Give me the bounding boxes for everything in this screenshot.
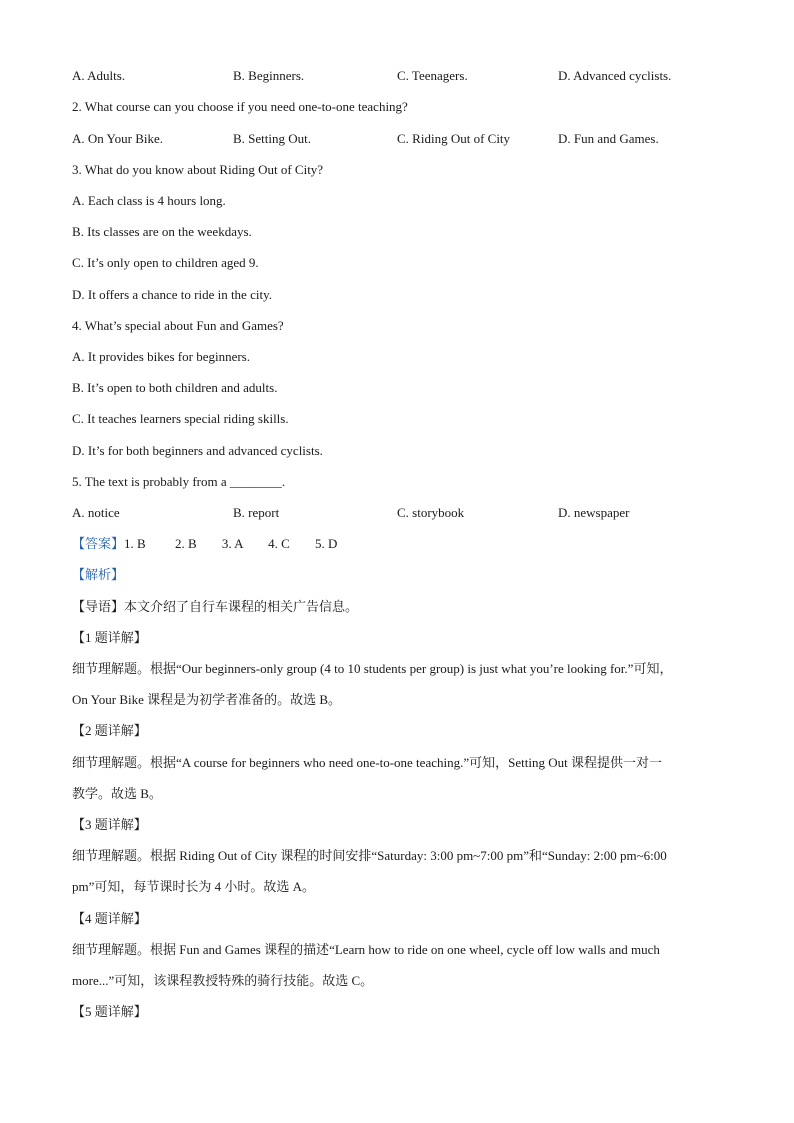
detail-4-heading: 【4 题详解】: [72, 911, 147, 926]
detail-2-line1: 细节理解题。根据“A course for beginners who need one-to-one teaching.”可知，Setting Out 课程提供一对一: [72, 755, 662, 770]
q4-option-c: C. It teaches learners special riding skills.: [72, 411, 289, 426]
detail-3-heading: 【3 题详解】: [72, 817, 147, 832]
q1-option-b: B. Beginners.: [233, 68, 305, 83]
detail-3-line2: pm”可知，每节课时长为 4 小时。故选 A。: [72, 879, 316, 894]
q2-option-a: A. On Your Bike.: [72, 131, 164, 146]
q3-option-b: B. Its classes are on the weekdays.: [72, 224, 252, 239]
q5-option-d: D. newspaper: [558, 505, 630, 520]
analysis-label: 【解析】: [72, 567, 125, 582]
answer-item: 2. B: [174, 536, 197, 551]
q4-option-d: D. It’s for both beginners and advanced cyclists.: [72, 443, 323, 458]
detail-3-line1: 细节理解题。根据 Riding Out of City 课程的时间安排“Saturday: 3:00 pm~7:00 pm”和“Sunday: 2:00 pm~6:00: [72, 848, 667, 863]
q2-option-b: B. Setting Out.: [233, 131, 312, 146]
answer-row: [72, 535, 337, 553]
q4-stem: 4. What’s special about Fun and Games?: [72, 318, 284, 333]
detail-2-heading: 【2 题详解】: [72, 723, 147, 738]
q1-option-a: A. Adults.: [72, 68, 126, 83]
q5-stem: 5. The text is probably from a ________.: [72, 474, 286, 489]
q1-option-d: D. Advanced cyclists.: [558, 68, 672, 83]
q3-option-d: D. It offers a chance to ride in the city.: [72, 287, 272, 302]
detail-4-line1: 细节理解题。根据 Fun and Games 课程的描述“Learn how to ride on one wheel, cycle off low walls and much: [72, 942, 660, 957]
analysis-intro: 【导语】本文介绍了自行车课程的相关广告信息。: [72, 599, 359, 614]
answer-item: 4. C: [268, 536, 290, 551]
detail-1-line1: 细节理解题。根据“Our beginners-only group (4 to 10 students per group) is just what you’re looking for.”可知，: [72, 661, 673, 676]
q1-option-c: C. Teenagers.: [397, 68, 468, 83]
answer-item: 5. D: [315, 536, 338, 551]
q4-option-b: B. It’s open to both children and adults.: [72, 380, 278, 395]
detail-4-line2: more...”可知，该课程教授特殊的骑行技能。故选 C。: [72, 973, 374, 988]
detail-1-heading: 【1 题详解】: [72, 630, 147, 645]
q2-option-c: C. Riding Out of City: [397, 131, 511, 146]
detail-1-line2: On Your Bike 课程是为初学者准备的。故选 B。: [72, 692, 342, 707]
q2-option-d: D. Fun and Games.: [558, 131, 659, 146]
detail-5-heading: 【5 题详解】: [72, 1004, 147, 1019]
q2-stem: 2. What course can you choose if you need one-to-one teaching?: [72, 99, 408, 114]
q5-option-c: C. storybook: [397, 505, 465, 520]
answer-label: 【答案】: [72, 536, 125, 551]
q4-option-a: A. It provides bikes for beginners.: [72, 349, 250, 364]
q3-option-a: A. Each class is 4 hours long.: [72, 193, 226, 208]
q5-option-b: B. report: [233, 505, 280, 520]
q3-stem: 3. What do you know about Riding Out of City?: [72, 162, 324, 177]
answer-item: 3. A: [221, 536, 243, 551]
q3-option-c: C. It’s only open to children aged 9.: [72, 255, 259, 270]
answer-item: 1. B: [124, 536, 146, 551]
detail-2-line2: 教学。故选 B。: [72, 786, 162, 801]
q5-option-a: A. notice: [72, 505, 120, 520]
